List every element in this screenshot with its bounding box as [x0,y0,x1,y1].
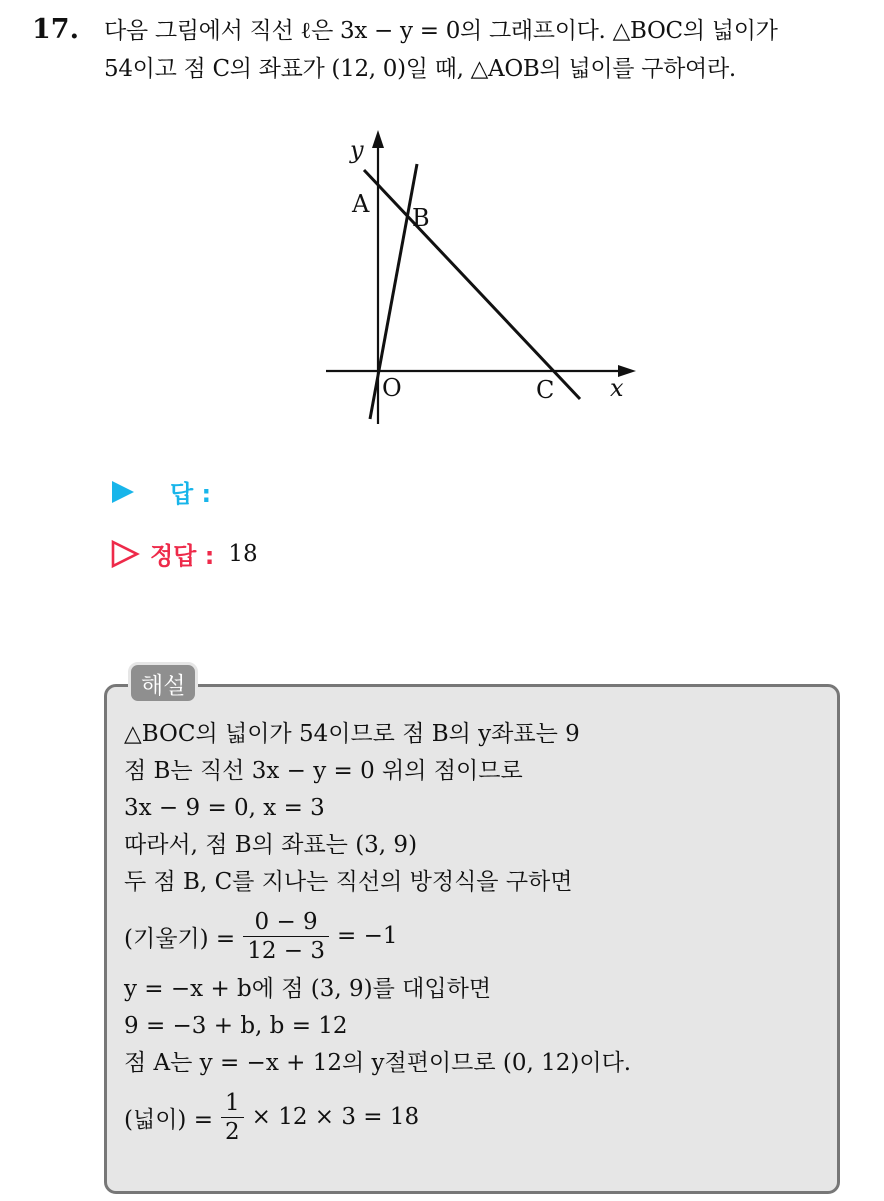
correct-answer-value: 18 [228,540,258,567]
problem [32,12,872,88]
area-prefix: (넓이) = [124,1106,213,1133]
correct-answer-row [110,536,258,571]
solution-line-6: y = −x + b에 점 (3, 9)를 대입하면 [124,976,492,1002]
solution-line-4: 따라서, 점 B의 좌표는 (3, 9) [124,832,418,858]
question-text [104,12,872,88]
slope-fraction [243,908,329,965]
question-number: 17. [32,14,79,45]
play-filled-icon [110,479,136,505]
line-abc [364,170,580,399]
question-line-1: 다음 그림에서 직선 ℓ은 3x − y = 0의 그래프이다. △BOC의 넓이가 [104,18,778,44]
solution-line-8: 점 A는 y = −x + 12의 y절편이므로 (0, 12)이다. [124,1050,632,1076]
solution-line-7: 9 = −3 + b, b = 12 [124,1013,348,1039]
label-point-a: A [352,190,370,218]
label-point-b: B [412,204,430,232]
question-line-2: 54이고 점 C의 좌표가 (12, 0)일 때, △AOB의 넓이를 구하여라. [104,56,736,82]
answer-row [110,474,225,509]
area-fraction [221,1089,244,1146]
play-outline-icon [110,539,140,569]
slope-equation [124,901,824,971]
graph-svg [318,124,648,434]
area-numerator: 1 [224,1089,240,1116]
label-y-axis: y [350,136,364,164]
slope-numerator: 0 − 9 [254,908,318,935]
graph-figure [318,124,648,434]
solution-line-5: 두 점 B, C를 지나는 직선의 방정식을 구하면 [124,869,573,895]
solution-line-3: 3x − 9 = 0, x = 3 [124,795,325,821]
label-point-o: O [382,374,402,402]
solution-tag: 해설 [128,662,198,704]
label-point-c: C [536,376,555,404]
slope-suffix: = −1 [336,923,398,949]
solution-body [124,716,824,1152]
answer-label: 답 : [170,480,212,508]
slope-prefix: (기울기) = [124,925,236,952]
area-denominator: 2 [221,1117,244,1146]
area-equation [124,1082,824,1152]
area-suffix: × 12 × 3 = 18 [251,1104,420,1130]
y-axis-arrow [372,130,384,148]
solution-line-1: △BOC의 넓이가 54이므로 점 B의 y좌표는 9 [124,721,580,747]
correct-answer-label: 정답 : [150,542,215,570]
solution-line-2: 점 B는 직선 3x − y = 0 위의 점이므로 [124,758,523,784]
label-x-axis: x [610,374,624,402]
slope-denominator: 12 − 3 [243,936,329,965]
